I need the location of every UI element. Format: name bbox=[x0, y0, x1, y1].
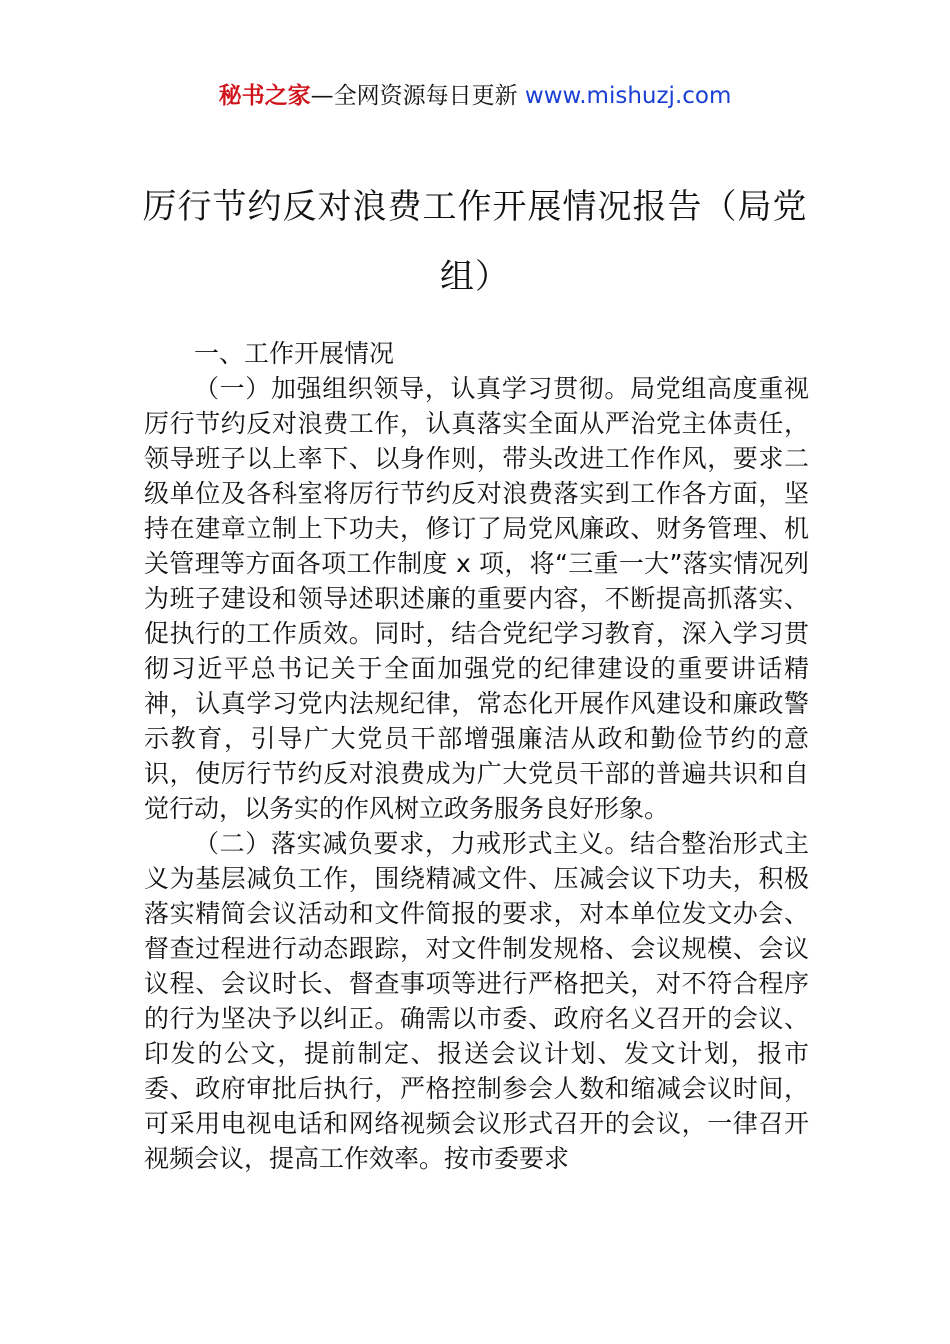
body-paragraph: （一）加强组织领导，认真学习贯彻。局党组高度重视厉行节约反对浪费工作，认真落实全面从严治党主体责任，领导班子以上率下、以身作则，带头改进工作作风，要求二级单位及各科室将厉行节约反对浪费落实到工作各方面，坚持在建章立制上下功夫，修订了局党风廉政、财务管理、机关管理等方面各项工作制度 x 项，将“三重一大”落实情况列为班子建设和领导述职述廉的重要内容，不断提高抓落实、促执行的工作质效。同时，结合党纪学习教育，深入学习贯彻习近平总书记关于全面加强党的纪律建设的重要讲话精神，认真学习党内法规纪律，常态化开展作风建设和廉政警示教育，引导广大党员干部增强廉洁从政和勤俭节约的意识，使厉行节约反对浪费成为广大党员干部的普遍共识和自觉行动，以务实的作风树立政务服务良好形象。 bbox=[144, 374, 809, 823]
body-paragraph: （二）落实减负要求，力戒形式主义。结合整治形式主义为基层减负工作，围绕精减文件、压减会议下功夫，积极落实精简会议活动和文件简报的要求，对本单位发文办会、督查过程进行动态跟踪，对文件制发规格、会议规模、会议议程、会议时长、督查事项等进行严格把关，对不符合程序的行为坚决予以纠正。确需以市委、政府名义召开的会议、印发的公文，提前制定、报送会议计划、发文计划，报市委、政府审批后执行，严格控制参会人数和缩减会议时间，可采用电视电话和网络视频会议形式召开的会议，一律召开视频会议，提高工作效率。按市委要求 bbox=[144, 829, 809, 1173]
site-brand: 秘书之家 bbox=[218, 83, 311, 109]
section-heading: 一、工作开展情况 bbox=[194, 339, 395, 368]
site-url-link[interactable]: www.mishuzj.com bbox=[524, 83, 732, 109]
site-header bbox=[0, 80, 950, 112]
site-tagline: —全网资源每日更新 bbox=[310, 83, 525, 109]
document-body bbox=[144, 336, 809, 1176]
document-title: 厉行节约反对浪费工作开展情况报告（局党组） bbox=[142, 187, 808, 297]
